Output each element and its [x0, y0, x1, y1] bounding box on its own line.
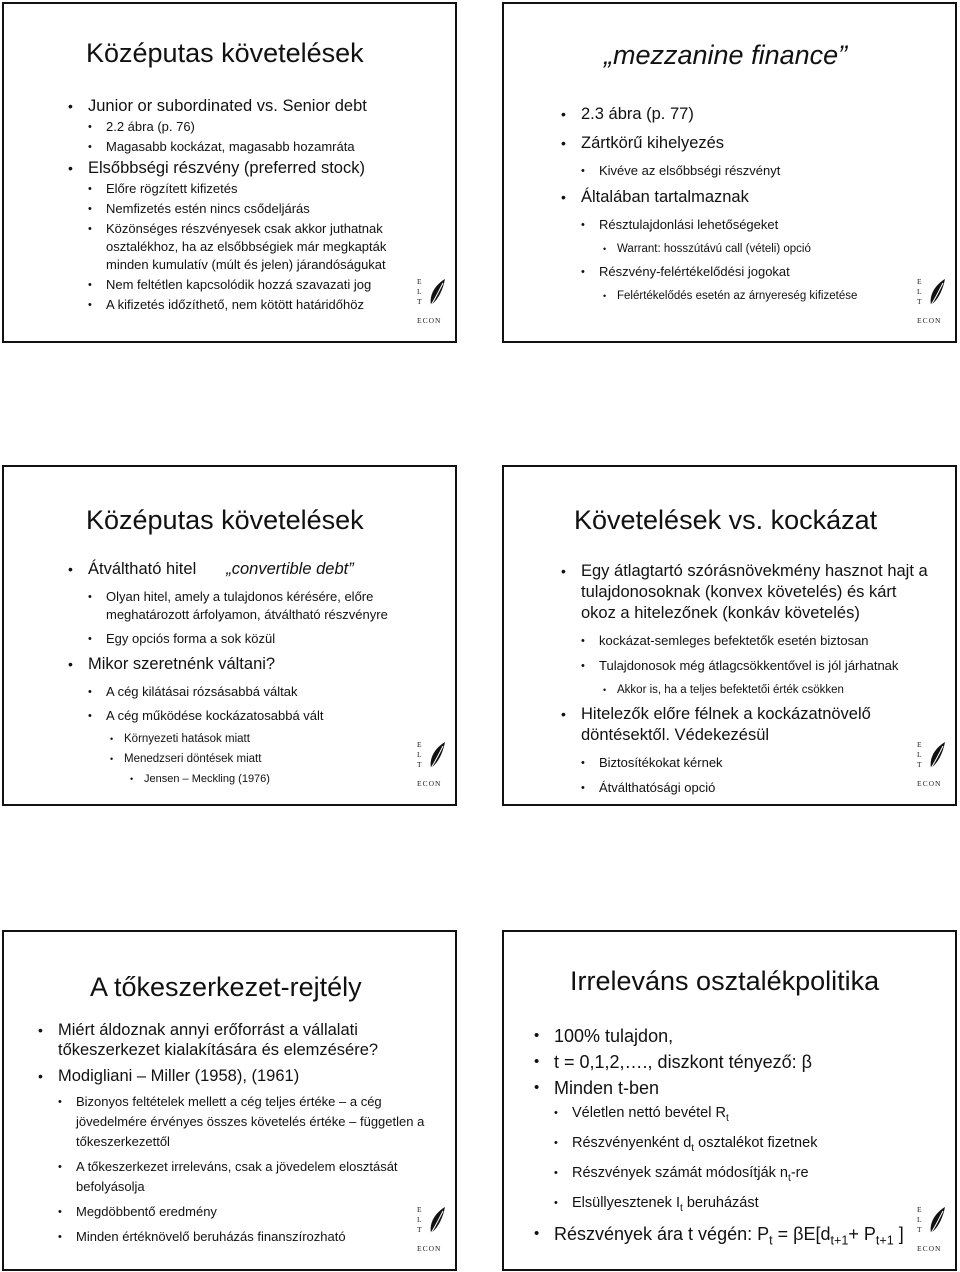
bullet-icon: •	[561, 189, 566, 205]
bullet-icon: •	[88, 121, 92, 133]
logo-econ: ECON	[417, 1244, 442, 1253]
bullet-item: • Közönséges részvényesek csak akkor juthatnak osztalékhoz, ha az elsőbbségiek már megkapták minden kumulatív (múlt és jelen) járandóságukat	[88, 221, 387, 272]
bullet-icon: •	[561, 706, 566, 722]
bullet-item: • Nem feltétlen kapcsolódik hozzá szavazati jog	[88, 277, 372, 292]
leaf-icon	[427, 740, 447, 770]
bullet-icon: •	[603, 244, 607, 254]
slide-title: Irreleváns osztalékpolitika	[570, 966, 880, 996]
bullet-item: • A tőkeszerkezet irreleváns, csak a jövedelem elosztását befolyásolja	[58, 1159, 398, 1194]
bullet-item: • Biztosítékokat kérnek	[581, 755, 723, 770]
bullet-icon: •	[58, 1096, 62, 1108]
logo-letters: E L T	[917, 740, 922, 769]
bullet-item: • Elsüllyesztenek $I_t$ beruházást	[532, 1192, 935, 1220]
bullet-item: • Jensen – Meckling (1976)	[130, 773, 270, 785]
slide-3	[2, 465, 457, 806]
bullet-item: • Résztulajdonlási lehetőségeket	[581, 217, 779, 232]
bullet-icon: •	[534, 1224, 540, 1242]
bullet-item: • 2.2 ábra (p. 76)	[88, 119, 195, 134]
bullet-icon: •	[581, 757, 585, 769]
bullet-item: • Átváltható hitel „convertible debt”	[68, 560, 354, 578]
bullet-item: • Véletlen nettó bevétel $R_t$	[532, 1102, 935, 1130]
bullet-item: • Általában tartalmaznak	[561, 188, 749, 206]
bullet-icon: •	[110, 734, 114, 744]
bullet-item: • Menedzseri döntések miatt	[110, 753, 262, 765]
bullet-icon: •	[88, 591, 92, 603]
bullet-icon: •	[561, 563, 566, 579]
slide-body	[66, 559, 425, 791]
logo-letters: E L T	[417, 1205, 422, 1234]
bullet-icon: •	[603, 685, 607, 695]
slide-1	[2, 2, 457, 343]
bullet-item: • 100% tulajdon,	[534, 1026, 674, 1046]
slide-2	[502, 2, 957, 343]
bullet-icon: •	[88, 279, 92, 291]
logo-econ: ECON	[917, 316, 942, 325]
bullet-item: • Átválthatósági opció	[581, 780, 716, 795]
leaf-icon	[927, 1205, 947, 1235]
bullet-item: • Minden t-ben	[534, 1078, 660, 1098]
bullet-icon: •	[58, 1206, 62, 1218]
bullet-item: • Felértékelődés esetén az árnyereség kifizetése	[603, 290, 858, 302]
slide-body	[559, 561, 935, 804]
bullet-icon: •	[603, 291, 607, 301]
leaf-icon	[927, 277, 947, 307]
bullet-item: • Miért áldoznak annyi erőforrást a vállalati tőkeszerkezet kialakítására és elemzésére?	[38, 1021, 379, 1059]
bullet-item: • 2.3 ábra (p. 77)	[561, 105, 694, 123]
elte-econ-logo	[915, 738, 951, 788]
bullet-item: • Akkor is, ha a teljes befektetői érték csökken	[603, 684, 844, 696]
bullet-icon: •	[88, 223, 92, 235]
slide-title: Követelések vs. kockázat	[574, 505, 878, 535]
bullet-icon: •	[581, 219, 585, 231]
elte-econ-logo	[915, 1203, 951, 1253]
bullet-icon: •	[554, 1136, 558, 1149]
logo-econ: ECON	[917, 779, 942, 788]
bullet-icon: •	[554, 1166, 558, 1179]
bullet-item: • Zártkörű kihelyezés	[561, 134, 725, 152]
slide-6	[502, 930, 957, 1271]
bullet-item: • A kifizetés időzíthető, nem kötött határidőhöz	[88, 297, 364, 312]
bullet-item: • t = 0,1,2,…., diszkont tényező: β	[534, 1052, 812, 1072]
bullet-item: • Warrant: hosszútávú call (vételi) opció	[603, 243, 811, 255]
bullet-icon: •	[58, 1231, 62, 1243]
bullet-item: • Modigliani – Miller (1958), (1961)	[38, 1067, 300, 1085]
bullet-icon: •	[130, 774, 134, 784]
bullet-icon: •	[554, 1196, 558, 1209]
bullet-icon: •	[88, 710, 92, 722]
bullet-item: • Nemfizetés estén nincs csődeljárás	[88, 201, 310, 216]
slide-body	[66, 96, 425, 316]
bullet-icon: •	[534, 1079, 540, 1096]
bullet-icon: •	[534, 1053, 540, 1070]
elte-econ-logo	[415, 1203, 451, 1253]
bullet-item: • Egy opciós forma a sok közül	[88, 631, 276, 646]
bullet-item: • Minden értéknövelő beruházás finanszírozható	[36, 1227, 435, 1247]
bullet-item: • Junior or subordinated vs. Senior debt	[68, 97, 367, 115]
slide-title: „mezzanine finance”	[604, 40, 848, 70]
bullet-icon: •	[68, 160, 73, 176]
bullet-icon: •	[581, 266, 585, 278]
logo-econ: ECON	[417, 316, 442, 325]
bullet-icon: •	[554, 1107, 558, 1119]
bullet-item: • Hitelezők előre félnek a kockázatnövelő döntésektől. Védekezésül	[561, 705, 871, 744]
bullet-item: • Részvények ára t végén: $P_t = \beta E[d_{t+1}+ P_{t+1}$ ]	[534, 1223, 904, 1248]
bullet-item: • Részvények számát módosítják $n_t-re$	[532, 1162, 935, 1190]
bullet-item: • Megdöbbentő eredmény	[36, 1202, 435, 1222]
bullet-item: • Tulajdonosok még átlagcsökkentővel is jól járhatnak	[581, 658, 899, 673]
bullet-icon: •	[534, 1027, 540, 1044]
bullet-item: • A cég működése kockázatosabbá vált	[88, 708, 324, 723]
bullet-icon: •	[88, 633, 92, 645]
bullet-icon: •	[88, 141, 92, 153]
logo-letters: E L T	[917, 1205, 922, 1234]
bullet-item: • Előre rögzített kifizetés	[88, 181, 238, 196]
bullet-item: • Magasabb kockázat, magasabb hozamráta	[88, 139, 355, 154]
bullet-icon: •	[581, 165, 585, 177]
elte-econ-logo	[415, 275, 451, 325]
slide-body	[36, 1020, 435, 1252]
bullet-icon: •	[68, 656, 73, 672]
bullet-item: • Egy átlagtartó szórásnövekmény hasznot hajt a tulajdonosoknak (konvex követelés) és kárt okoz a hitelezőnek (konkáv követelés)	[561, 562, 928, 622]
logo-econ: ECON	[417, 779, 442, 788]
logo-letters: E L T	[917, 277, 922, 306]
bullet-item: • Bizonyos feltételek mellett a cég teljes értéke – a cég jövedelmére érvényes összes követelés értéke – független a tőkeszerkezettől	[58, 1094, 425, 1149]
bullet-icon: •	[88, 299, 92, 311]
bullet-item: • Elsőbbségi részvény (preferred stock)	[68, 159, 365, 177]
slide-5	[2, 930, 457, 1271]
slide-title: A tőkeszerkezet-rejtély	[90, 972, 362, 1002]
elte-econ-logo	[915, 275, 951, 325]
bullet-icon: •	[38, 1068, 43, 1084]
bullet-item: • Mikor szeretnénk váltani?	[68, 655, 276, 673]
bullet-item: • Olyan hitel, amely a tulajdonos kérésére, előre meghatározott árfolyamon, átváltható részvényre	[88, 589, 388, 622]
bullet-item: • Részvény-felértékelődési jogokat	[581, 264, 790, 279]
leaf-icon	[927, 740, 947, 770]
bullet-icon: •	[88, 203, 92, 215]
bullet-item: • Környezeti hatások miatt	[110, 733, 250, 745]
bullet-icon: •	[68, 561, 73, 577]
bullet-item: • kockázat-semleges befektetők esetén biztosan	[581, 633, 869, 648]
bullet-icon: •	[68, 98, 73, 114]
logo-letters: E L T	[417, 740, 422, 769]
bullet-item: • Részvényenként $d_t$ osztalékot fizetnek	[532, 1132, 935, 1160]
slide-title: Középutas követelések	[86, 38, 364, 68]
logo-econ: ECON	[917, 1244, 942, 1253]
bullet-icon: •	[110, 754, 114, 764]
bullet-icon: •	[581, 782, 585, 794]
bullet-item: • Kivéve az elsőbbségi részvényt	[581, 163, 781, 178]
slide-4	[502, 465, 957, 806]
bullet-icon: •	[38, 1022, 43, 1038]
bullet-icon: •	[88, 686, 92, 698]
bullet-icon: •	[561, 135, 566, 151]
leaf-icon	[427, 1205, 447, 1235]
elte-econ-logo	[415, 738, 451, 788]
leaf-icon	[427, 277, 447, 307]
bullet-icon: •	[581, 660, 585, 672]
logo-letters: E L T	[417, 277, 422, 306]
slide-body	[532, 1024, 935, 1254]
slide-title: Középutas követelések	[86, 505, 364, 535]
bullet-icon: •	[58, 1161, 62, 1173]
bullet-item: • A cég kilátásai rózsásabbá váltak	[88, 684, 298, 699]
bullet-icon: •	[561, 106, 566, 122]
bullet-icon: •	[581, 635, 585, 647]
bullet-icon: •	[88, 183, 92, 195]
slide-body	[559, 104, 925, 310]
